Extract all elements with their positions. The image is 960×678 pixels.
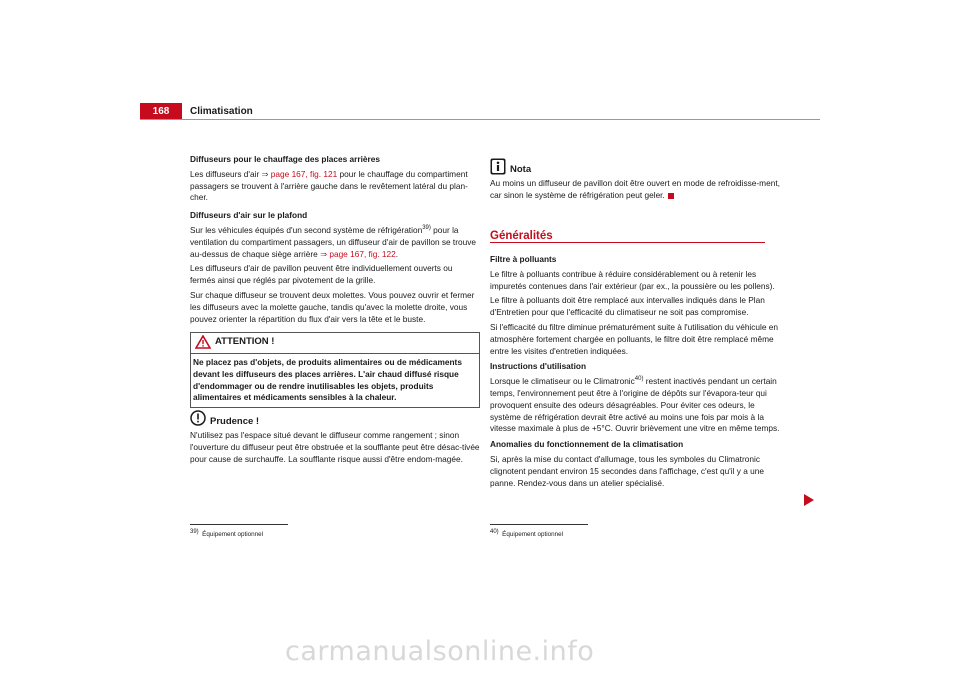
anomaly-paragraph: Si, après la mise du contact d'allumage, tous les symboles du Climatronic clignotent pendant environ 15 secondes dans l'affichage, c'est qu'il y a une panne. Rendez-vous dans un atelier spécialisé. (490, 453, 764, 488)
footnote-divider-right (490, 524, 588, 525)
chapter-title: Climatisation (190, 106, 253, 117)
warning-triangle-icon (195, 335, 211, 349)
caution-header (190, 410, 480, 430)
header-divider (140, 119, 820, 120)
ceiling-paragraph-2: Les diffuseurs d'air de pavillon peuvent être individuellement ouverts ou fermés ainsi que réglés par pivotement de la grille. (190, 263, 453, 286)
usage-paragraph: Lorsque le climatiseur ou le Climatronic$^{40)}$ restent inactivés pendant un certain temps, l'environnement peut être à l'origine de dépôts sur l'évapora-teur qui provoquent ensuite des odeurs désagréables. Pour éviter ces odeurs, le système de réfrigération devrait être activé au moins une fois par mois à la vitesse maximale à plus de +5°C. Ouvrir brièvement une vitre en même temps. (490, 376, 780, 434)
usage-heading: Instructions d'utilisation (490, 361, 587, 372)
info-note-icon (490, 158, 506, 175)
watermark: carmanualsonline.info (285, 636, 595, 667)
attention-box (190, 332, 480, 408)
filter-paragraph-1: Le filtre à polluants contribue à réduire considérablement ou à retenir les impuretés contenues dans l'air extérieur (par ex., la poussière ou les pollens). (490, 268, 775, 291)
attention-title: ATTENTION ! (215, 336, 275, 347)
ceiling-paragraph-1: Sur les véhicules équipés d'un second système de réfrigération$^{39)}$ pour la ventilation du compartiment passagers, un diffuseur d'air de pavillon se trouve au-dessus de chaque siège arrière ⇒ page 167, fig. 122. (190, 224, 476, 259)
note-header (490, 158, 780, 178)
left-column (190, 154, 480, 328)
footnote-39: 39) Équipement optionnel (190, 528, 264, 538)
ceiling-diffusers-heading: Diffuseurs d'air sur le plafond (190, 210, 308, 221)
attention-text: Ne placez pas d'objets, de produits alimentaires ou de médicaments devant les diffuseurs des places arrières. L'air chaud diffusé risque d'endommager ou de rendre inutilisables les objets, produits alimentaires et médicaments sensibles à la chaleur. (193, 357, 462, 403)
section-divider (490, 242, 765, 243)
filter-heading: Filtre à polluants (490, 254, 557, 264)
section-title: Généralités (490, 230, 553, 242)
filter-paragraph-2: Le filtre à polluants doit être remplacé aux intervalles indiqués dans le Plan d'Entretien pour que l'efficacité du climatiseur ne soit pas compromise. (490, 295, 765, 318)
caution-title: Prudence ! (210, 416, 260, 427)
caution-exclamation-icon (190, 410, 206, 426)
anomaly-heading: Anomalies du fonctionnement de la climatisation (490, 439, 684, 450)
next-page-arrow-icon[interactable] (804, 494, 814, 506)
footnote-ref-40[interactable]: 40) (634, 376, 644, 383)
end-of-section-icon (668, 193, 674, 199)
attention-header (191, 333, 479, 354)
filter-paragraph-3: Si l'efficacité du filtre diminue prématurément suite à l'utilisation du véhicule en atmosphère fortement chargée en polluants, le filtre doit être remplacé même entre les visites d'entretien indiquées. (490, 321, 779, 356)
rear-diffusers-heading: Diffuseurs pour le chauffage des places arrières (190, 154, 380, 164)
rear-diffusers-paragraph: Les diffuseurs d'air ⇒ page 167, fig. 121 pour le chauffage du compartiment passagers se trouvent à l'arrière gauche dans le revêtement latéral du plan-cher. (190, 168, 468, 203)
ceiling-paragraph-3: Sur chaque diffuseur se trouvent deux molettes. Vous pouvez ouvrir et fermer les diffuseurs avec la molette gauche, tandis qu'avec la molette droite, vous pouvez orienter la répartition du flux d'air vers la tête et le buste. (190, 289, 475, 324)
page-ref-link-fig121[interactable]: ⇒ page 167, fig. 121 (261, 168, 338, 179)
footnote-40: 40) Équipement optionnel (490, 528, 564, 538)
caution-text: N'utilisez pas l'espace situé devant le diffuseur comme rangement ; sinon l'ouverture du diffuseur peut être obstruée et la soufflante peut être désac-tivée pour cause de surchauffe. La soufflante risque aussi d'être endom-magée. (190, 430, 480, 464)
note-title: Nota (510, 164, 532, 175)
footnote-divider-left (190, 524, 288, 525)
right-body (490, 254, 780, 492)
caution-block (190, 410, 480, 465)
page-ref-link-fig122[interactable]: ⇒ page 167, fig. 122 (320, 248, 396, 259)
right-column (490, 158, 780, 202)
page-number: 168 (140, 103, 182, 120)
footnote-ref-39[interactable]: 39) (422, 225, 431, 232)
note-text: Au moins un diffuseur de pavillon doit être ouvert en mode de refroidisse-ment, car sinon le système de réfrigération peut geler. (490, 178, 780, 200)
